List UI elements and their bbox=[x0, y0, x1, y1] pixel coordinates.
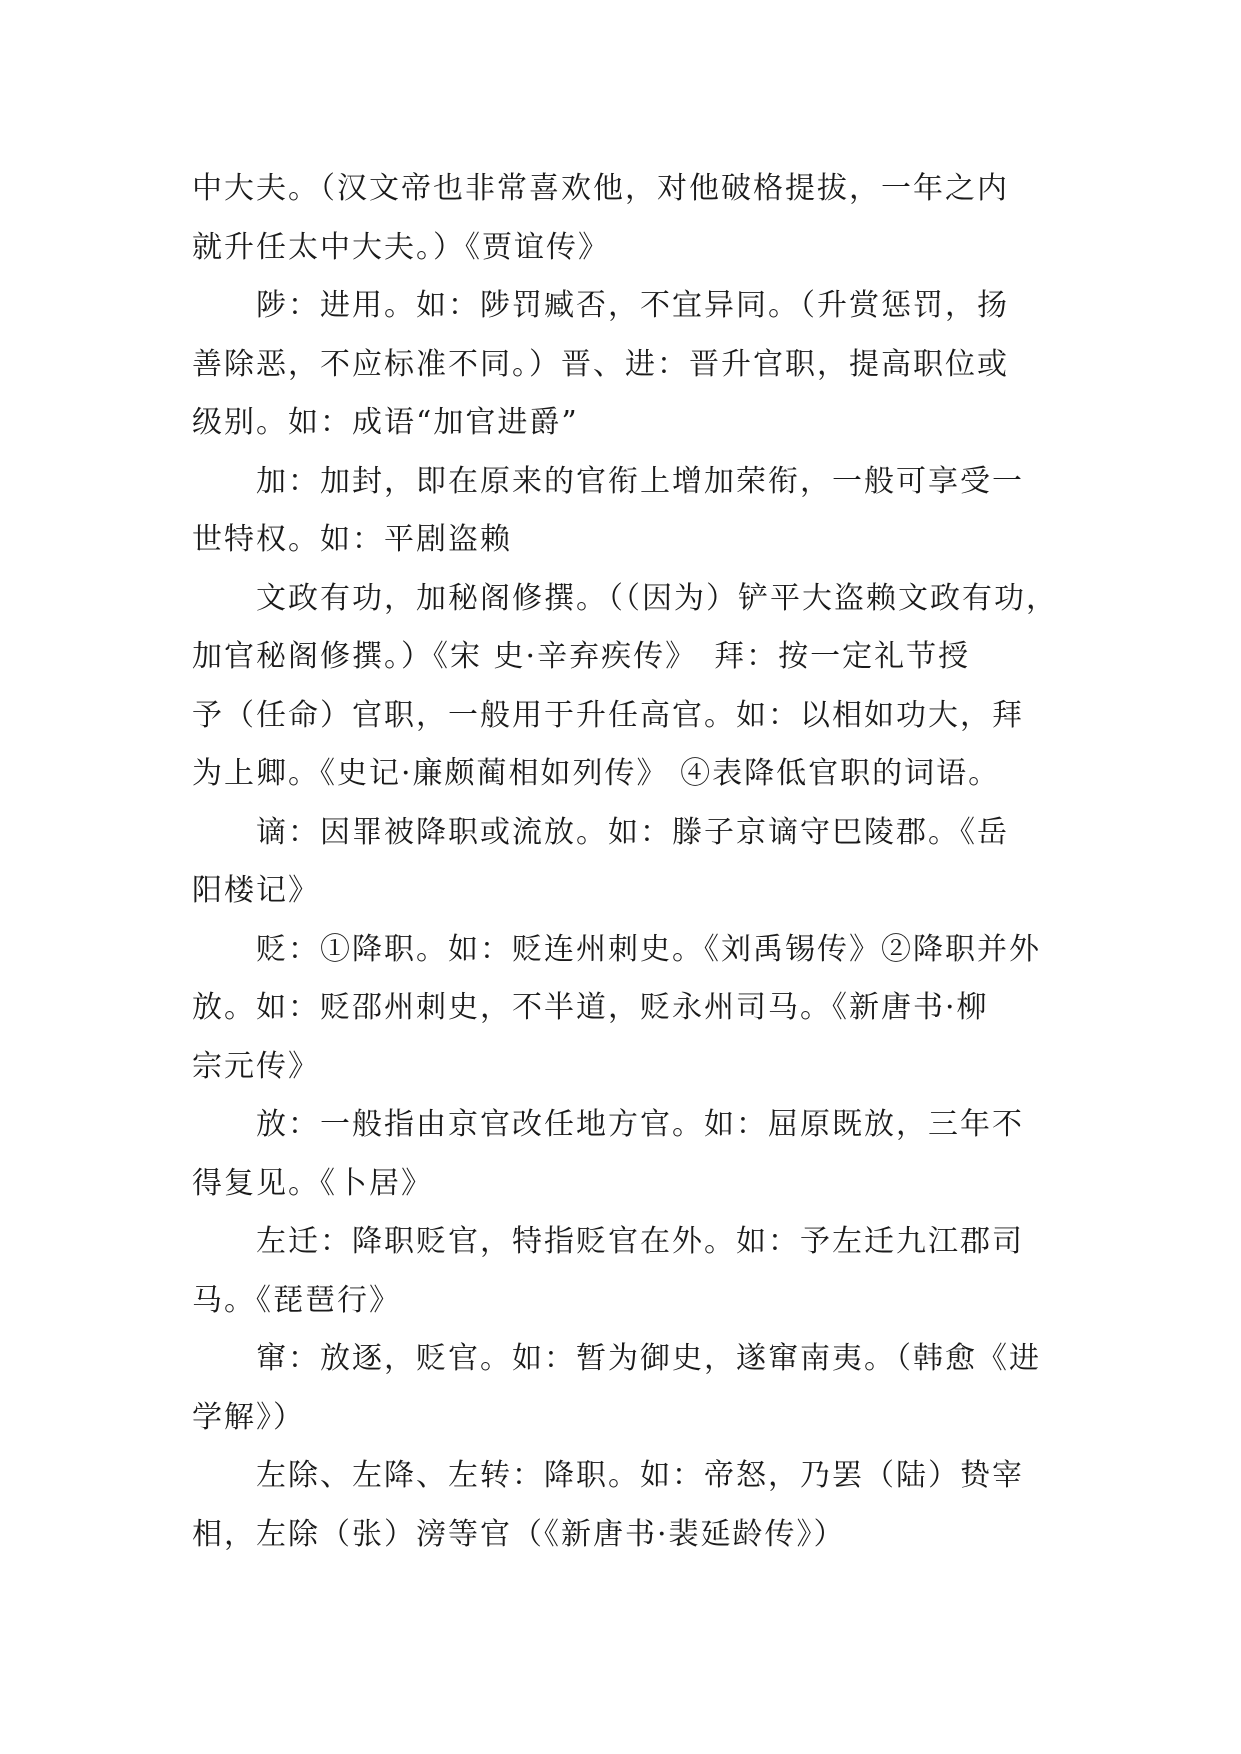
text-line: 陟：进用。如：陟罚臧否，不宜异同。（升赏惩罚，扬 bbox=[256, 288, 1009, 323]
text-line: 谪：因罪被降职或流放。如：滕子京谪守巴陵郡。《岳 bbox=[256, 814, 1009, 850]
text-line: 世特权。如：平剧盗赖 bbox=[192, 522, 512, 557]
text-line: 善除恶，不应标准不同。）晋、进：晋升官职，提高职位或 bbox=[192, 346, 1009, 382]
text-line: 加：加封，即在原来的官衔上增加荣衔，一般可享受一 bbox=[256, 463, 1024, 499]
document-body bbox=[192, 160, 1058, 1564]
text-line: 学解》） bbox=[192, 1399, 305, 1435]
text-line: 得复见。《卜居》 bbox=[192, 1165, 433, 1201]
text-line: 左迁：降职贬官，特指贬官在外。如：予左迁九江郡司 bbox=[256, 1224, 1024, 1259]
text-line: 相，左除（张）滂等官（《新唐书·裴延龄传》） bbox=[192, 1516, 846, 1552]
text-line: 宗元传》 bbox=[192, 1048, 320, 1084]
text-line: 放：一般指由京官改任地方官。如：屈原既放，三年不 bbox=[256, 1107, 1024, 1142]
text-line: 马。《琵琶行》 bbox=[192, 1282, 401, 1318]
text-line: 中大夫。（汉文帝也非常喜欢他，对他破格提拔，一年之内 bbox=[192, 171, 1009, 206]
text-line: 文政有功，加秘阁修撰。（（因为）铲平大盗赖文政有功， bbox=[256, 580, 1058, 616]
text-line: 左除、左降、左转：降职。如：帝怒，乃罢（陆）贽宰 bbox=[256, 1458, 1024, 1493]
text-line: 予（任命）官职，一般用于升任高官。如：以相如功大，拜 bbox=[192, 697, 1024, 733]
text-line: 窜：放逐，贬官。如：暂为御史，遂窜南夷。（韩愈《进 bbox=[256, 1341, 1041, 1376]
text-line: 放。如：贬邵州刺史，不半道，贬永州司马。《新唐书·柳 bbox=[192, 990, 989, 1025]
text-line: 加官秘阁修撰。）《宋 史·辛弃疾传》 拜：按一定礼节授 bbox=[192, 639, 971, 674]
text-line: 就升任太中大夫。）《贾谊传》 bbox=[192, 229, 610, 265]
text-line: 级别。如：成语“加官进爵” bbox=[192, 405, 579, 440]
text-line: 贬：①降职。如：贬连州刺史。《刘禹锡传》②降职并外 bbox=[256, 931, 1041, 967]
text-line: 阳楼记》 bbox=[192, 873, 320, 908]
text-line: 为上卿。《史记·廉颇蔺相如列传》 ④表降低官职的词语。 bbox=[192, 756, 1001, 791]
